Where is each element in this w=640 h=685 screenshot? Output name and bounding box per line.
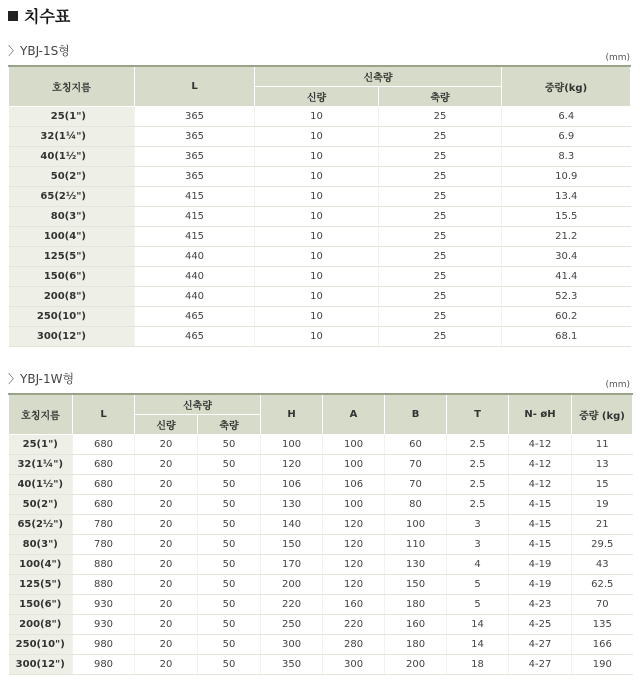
table-cell: 2.5 (447, 435, 509, 455)
table-cell: 21.2 (502, 227, 631, 247)
table-cell: 21 (572, 515, 633, 535)
table-cell: 220 (323, 615, 385, 635)
table-cell: 465 (135, 307, 255, 327)
table-cell: 365 (135, 167, 255, 187)
table-cell: 25 (379, 247, 502, 267)
table-cell: 120 (261, 455, 323, 475)
table-cell: 15.5 (502, 207, 631, 227)
header-extension: 신량 (255, 87, 379, 107)
table-cell: 50 (198, 555, 261, 575)
table-row (9, 595, 633, 615)
table-row (9, 515, 633, 535)
table-cell: 25 (379, 267, 502, 287)
row-header-cell: 32(1¼") (9, 127, 135, 147)
table-cell: 4 (447, 555, 509, 575)
table-cell: 4-23 (509, 595, 572, 615)
table-row (9, 147, 631, 167)
table-cell: 4-12 (509, 455, 572, 475)
table-cell: 200 (261, 575, 323, 595)
unit-label-1s: (mm) (605, 53, 630, 63)
table-cell: 680 (73, 435, 135, 455)
table-row (9, 435, 633, 455)
table-cell: 25 (379, 227, 502, 247)
table-cell: 100 (323, 435, 385, 455)
table-cell: 780 (73, 515, 135, 535)
table-cell: 930 (73, 595, 135, 615)
table-cell: 100 (323, 495, 385, 515)
table-row (9, 127, 631, 147)
table-cell: 11 (572, 435, 633, 455)
row-header-cell: 150(6") (9, 595, 73, 615)
table-cell: 10 (255, 267, 379, 287)
table-cell: 25 (379, 187, 502, 207)
table-cell: 15 (572, 475, 633, 495)
table-cell: 70 (385, 475, 447, 495)
table-cell: 2.5 (447, 495, 509, 515)
row-header-cell: 300(12") (9, 327, 135, 347)
table-cell: 10 (255, 187, 379, 207)
table-row (9, 247, 631, 267)
table-cell: 25 (379, 327, 502, 347)
table-cell: 43 (572, 555, 633, 575)
row-header-cell: 200(8") (9, 615, 73, 635)
table-cell: 4-19 (509, 555, 572, 575)
table-cell: 4-15 (509, 515, 572, 535)
table-row (9, 187, 631, 207)
header-extension: 신량 (135, 415, 198, 435)
header-weight: 중량(kg) (502, 66, 631, 107)
table-cell: 6.4 (502, 107, 631, 127)
header-l: L (135, 66, 255, 107)
table-cell: 50 (198, 655, 261, 675)
table-cell: 50 (198, 435, 261, 455)
dimension-table-1s (8, 65, 631, 347)
table-cell: 100 (385, 515, 447, 535)
table-cell: 4-27 (509, 655, 572, 675)
table-cell: 135 (572, 615, 633, 635)
table-cell: 2.5 (447, 455, 509, 475)
header-expansion: 신축량 (255, 66, 502, 87)
table-cell: 70 (385, 455, 447, 475)
table-cell: 19 (572, 495, 633, 515)
table-cell: 250 (261, 615, 323, 635)
row-header-cell: 65(2½") (9, 187, 135, 207)
table-row (9, 615, 633, 635)
header-nominal: 호칭지름 (9, 66, 135, 107)
table-cell: 130 (261, 495, 323, 515)
table-cell: 20 (135, 555, 198, 575)
table-cell: 300 (261, 635, 323, 655)
table-cell: 170 (261, 555, 323, 575)
row-header-cell: 80(3") (9, 207, 135, 227)
table-cell: 140 (261, 515, 323, 535)
table-cell: 14 (447, 615, 509, 635)
row-header-cell: 200(8") (9, 287, 135, 307)
table-row (9, 107, 631, 127)
table-cell: 120 (323, 535, 385, 555)
table-cell: 25 (379, 147, 502, 167)
table-cell: 220 (261, 595, 323, 615)
table-cell: 365 (135, 127, 255, 147)
table-cell: 14 (447, 635, 509, 655)
table-cell: 25 (379, 307, 502, 327)
header-expansion: 신축량 (135, 394, 261, 415)
table-row (9, 475, 633, 495)
table-row (9, 535, 633, 555)
table-cell: 350 (261, 655, 323, 675)
header-a: A (323, 394, 385, 435)
table-cell: 5 (447, 575, 509, 595)
table-cell: 52.3 (502, 287, 631, 307)
table-cell: 20 (135, 495, 198, 515)
table-cell: 10 (255, 247, 379, 267)
table-cell: 68.1 (502, 327, 631, 347)
table-row (9, 207, 631, 227)
header-l: L (73, 394, 135, 435)
table-cell: 50 (198, 595, 261, 615)
table-cell: 4-12 (509, 435, 572, 455)
row-header-cell: 40(1½") (9, 475, 73, 495)
table-cell: 10 (255, 207, 379, 227)
table-cell: 50 (198, 455, 261, 475)
table-row (9, 495, 633, 515)
table-cell: 20 (135, 575, 198, 595)
table-row (9, 307, 631, 327)
header-weight: 중량 (kg) (572, 394, 633, 435)
table-cell: 20 (135, 615, 198, 635)
table-cell: 30.4 (502, 247, 631, 267)
table-cell: 166 (572, 635, 633, 655)
page-title (8, 4, 70, 27)
table-cell: 50 (198, 615, 261, 635)
section-title-1s: 〉YBJ-1S형 (8, 44, 70, 58)
table-cell: 13.4 (502, 187, 631, 207)
table-cell: 10 (255, 287, 379, 307)
table-cell: 930 (73, 615, 135, 635)
table-row (9, 575, 633, 595)
table-cell: 4-15 (509, 495, 572, 515)
table-cell: 780 (73, 535, 135, 555)
table-cell: 50 (198, 575, 261, 595)
row-header-cell: 40(1½") (9, 147, 135, 167)
table-cell: 41.4 (502, 267, 631, 287)
table-cell: 5 (447, 595, 509, 615)
table-cell: 20 (135, 435, 198, 455)
row-header-cell: 50(2") (9, 167, 135, 187)
row-header-cell: 25(1") (9, 435, 73, 455)
table-cell: 8.3 (502, 147, 631, 167)
header-compression: 축량 (379, 87, 502, 107)
table-cell: 106 (261, 475, 323, 495)
table-cell: 20 (135, 655, 198, 675)
table-cell: 980 (73, 655, 135, 675)
row-header-cell: 100(4") (9, 227, 135, 247)
table-cell: 150 (385, 575, 447, 595)
table-cell: 120 (323, 515, 385, 535)
table-cell: 120 (323, 555, 385, 575)
row-header-cell: 300(12") (9, 655, 73, 675)
table-cell: 18 (447, 655, 509, 675)
row-header-cell: 32(1¼") (9, 455, 73, 475)
table-cell: 4-27 (509, 635, 572, 655)
table-cell: 415 (135, 187, 255, 207)
table-cell: 190 (572, 655, 633, 675)
table-cell: 10 (255, 307, 379, 327)
table-cell: 680 (73, 495, 135, 515)
table-cell: 10 (255, 167, 379, 187)
table-row (9, 655, 633, 675)
table-cell: 10 (255, 127, 379, 147)
table-cell: 465 (135, 327, 255, 347)
table-cell: 20 (135, 535, 198, 555)
table-row (9, 635, 633, 655)
table-row (9, 455, 633, 475)
table-cell: 13 (572, 455, 633, 475)
table-cell: 10 (255, 227, 379, 247)
table-row (9, 555, 633, 575)
header-t: T (447, 394, 509, 435)
row-header-cell: 125(5") (9, 575, 73, 595)
table-cell: 440 (135, 247, 255, 267)
table-cell: 60 (385, 435, 447, 455)
table-cell: 110 (385, 535, 447, 555)
table-cell: 880 (73, 575, 135, 595)
table-cell: 50 (198, 495, 261, 515)
table-cell: 50 (198, 635, 261, 655)
header-compression: 축량 (198, 415, 261, 435)
table-cell: 880 (73, 555, 135, 575)
table-cell: 415 (135, 207, 255, 227)
table-cell: 62.5 (572, 575, 633, 595)
unit-label-1w: (mm) (605, 380, 630, 390)
table-row (9, 227, 631, 247)
table-cell: 6.9 (502, 127, 631, 147)
table-row (9, 267, 631, 287)
table-cell: 70 (572, 595, 633, 615)
row-header-cell: 250(10") (9, 635, 73, 655)
table-cell: 160 (385, 615, 447, 635)
header-b: B (385, 394, 447, 435)
table-cell: 180 (385, 595, 447, 615)
table-cell: 680 (73, 455, 135, 475)
table-cell: 25 (379, 167, 502, 187)
table-cell: 4-12 (509, 475, 572, 495)
table-row (9, 167, 631, 187)
row-header-cell: 125(5") (9, 247, 135, 267)
row-header-cell: 100(4") (9, 555, 73, 575)
section-title-1w: 〉YBJ-1W형 (8, 372, 75, 386)
table-cell: 4-15 (509, 535, 572, 555)
square-bullet-icon (8, 11, 18, 21)
table-cell: 365 (135, 107, 255, 127)
table-cell: 60.2 (502, 307, 631, 327)
table-cell: 10 (255, 327, 379, 347)
table-cell: 130 (385, 555, 447, 575)
row-header-cell: 150(6") (9, 267, 135, 287)
table-cell: 415 (135, 227, 255, 247)
table-cell: 10 (255, 147, 379, 167)
table-cell: 80 (385, 495, 447, 515)
table-cell: 3 (447, 515, 509, 535)
table-cell: 200 (385, 655, 447, 675)
table-row (9, 327, 631, 347)
table-cell: 50 (198, 515, 261, 535)
table-cell: 120 (323, 575, 385, 595)
table-cell: 10 (255, 107, 379, 127)
table-cell: 980 (73, 635, 135, 655)
header-n-phi-h: N- øH (509, 394, 572, 435)
row-header-cell: 65(2½") (9, 515, 73, 535)
table-cell: 100 (323, 455, 385, 475)
table-cell: 50 (198, 535, 261, 555)
table-cell: 680 (73, 475, 135, 495)
table-cell: 50 (198, 475, 261, 495)
table-cell: 20 (135, 515, 198, 535)
table-cell: 20 (135, 475, 198, 495)
table-row (9, 287, 631, 307)
table-cell: 20 (135, 635, 198, 655)
table-cell: 25 (379, 287, 502, 307)
table-cell: 150 (261, 535, 323, 555)
table-cell: 440 (135, 267, 255, 287)
table-cell: 160 (323, 595, 385, 615)
table-cell: 280 (323, 635, 385, 655)
table-cell: 25 (379, 207, 502, 227)
table-cell: 25 (379, 107, 502, 127)
table-cell: 440 (135, 287, 255, 307)
dimension-table-1w (8, 393, 633, 675)
table-cell: 180 (385, 635, 447, 655)
row-header-cell: 50(2") (9, 495, 73, 515)
page-title-text: 치수표 (24, 7, 71, 26)
table-cell: 25 (379, 127, 502, 147)
row-header-cell: 80(3") (9, 535, 73, 555)
table-cell: 20 (135, 595, 198, 615)
table-cell: 2.5 (447, 475, 509, 495)
header-h: H (261, 394, 323, 435)
table-cell: 20 (135, 455, 198, 475)
table-cell: 4-19 (509, 575, 572, 595)
table-cell: 4-25 (509, 615, 572, 635)
table-cell: 29.5 (572, 535, 633, 555)
header-nominal: 호칭지름 (9, 394, 73, 435)
table-cell: 365 (135, 147, 255, 167)
table-cell: 3 (447, 535, 509, 555)
table-cell: 100 (261, 435, 323, 455)
table-cell: 106 (323, 475, 385, 495)
table-cell: 10.9 (502, 167, 631, 187)
table-cell: 300 (323, 655, 385, 675)
row-header-cell: 250(10") (9, 307, 135, 327)
row-header-cell: 25(1") (9, 107, 135, 127)
